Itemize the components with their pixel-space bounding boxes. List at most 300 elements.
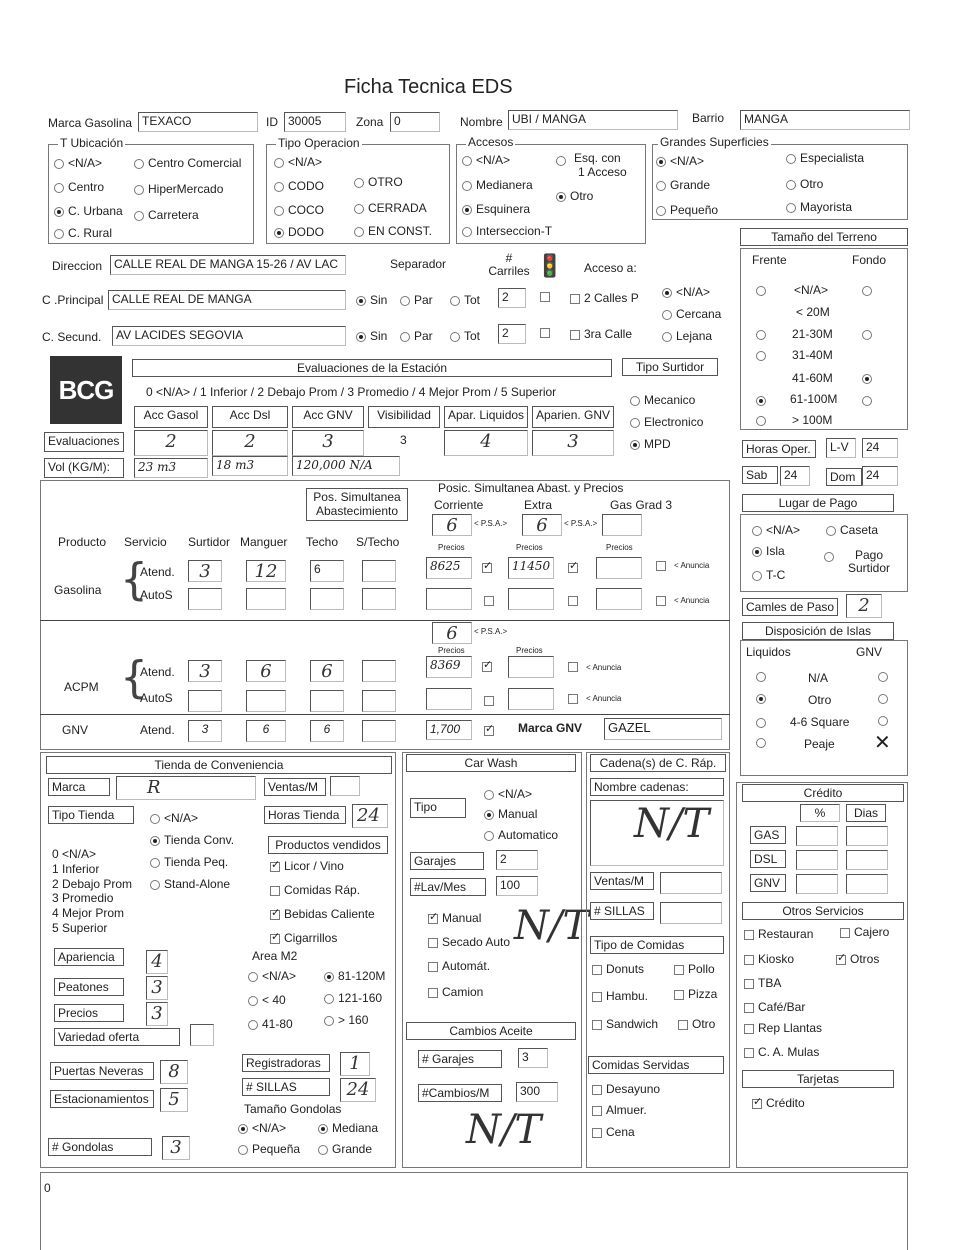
pago-surtidor-radio[interactable] xyxy=(824,550,838,563)
vol-dsl[interactable]: 18 m3 xyxy=(212,456,288,476)
cp-tot-radio[interactable]: Tot xyxy=(450,294,480,307)
pos-grad-field[interactable] xyxy=(602,514,642,536)
acc-interseccion-radio[interactable]: Interseccion-T xyxy=(462,225,552,238)
comidas-servidas-label: Comidas Servidas xyxy=(588,1056,724,1074)
acpm-autos-precio-2[interactable] xyxy=(508,688,554,710)
id-label: ID xyxy=(266,115,278,129)
credito-gnv-pct[interactable] xyxy=(796,874,838,894)
cadena-title: Cadena(s) de C. Ráp. xyxy=(590,754,726,772)
acc-na-radio[interactable]: <N/A> xyxy=(462,154,510,167)
gs-mayorista-radio[interactable]: Mayorista xyxy=(786,201,852,214)
islas-gnv-radio-0[interactable] xyxy=(878,670,892,683)
cs-tot-radio[interactable]: Tot xyxy=(450,330,480,343)
carwash-garajes-field[interactable]: 2 xyxy=(496,850,538,870)
prod-licor-check[interactable]: ✓Licor / Vino xyxy=(270,860,344,873)
gas-check-2[interactable] xyxy=(568,561,582,574)
op-coco-radio[interactable]: COCO xyxy=(274,204,324,217)
horas-tienda-field[interactable]: 24 xyxy=(352,804,388,828)
notes-area[interactable] xyxy=(40,1172,908,1250)
acpm-psa: < P.S.A.> xyxy=(474,627,508,636)
cp-par-radio[interactable]: Par xyxy=(400,294,433,307)
cs-check[interactable] xyxy=(540,326,554,339)
sab-value[interactable]: 24 xyxy=(780,466,810,486)
comida-hambu-check[interactable]: Hambu. xyxy=(592,990,648,1003)
eval-aparien-gnv[interactable]: 3 xyxy=(532,430,614,456)
camiles-value[interactable]: 2 xyxy=(846,594,882,618)
terr-opt-3: 31-40M xyxy=(792,348,833,362)
area-80-radio[interactable]: 41-80 xyxy=(248,1018,293,1031)
frente-radio-2[interactable] xyxy=(756,328,770,341)
gas-autos-precio-1[interactable] xyxy=(426,588,472,610)
comida-sandwich-check[interactable]: Sandwich xyxy=(592,1018,658,1031)
gs-especialista-radio[interactable]: Especialista xyxy=(786,152,864,165)
gas-autos-anuncia-check[interactable] xyxy=(656,594,670,607)
gas-autos-precio-3[interactable] xyxy=(596,588,642,610)
area-na-radio[interactable]: <N/A> xyxy=(248,970,296,983)
otros-llantas-check[interactable]: Rep Llantas xyxy=(744,1022,822,1035)
frente-radio-3[interactable] xyxy=(756,349,770,362)
cadena-ventas-label: Ventas/M xyxy=(590,872,654,890)
tienda-ventas-field[interactable] xyxy=(330,776,360,796)
extra-label: Extra xyxy=(524,498,553,512)
tienda-scale-1: 1 Inferior xyxy=(52,862,100,876)
otros-mulas-check[interactable]: C. A. Mulas xyxy=(744,1046,819,1059)
frente-radio-6[interactable] xyxy=(756,414,770,427)
acpm-atend-label: Atend. xyxy=(140,665,175,679)
cw-serv-manual[interactable]: ✓Manual xyxy=(428,912,481,925)
acpm-atend-stecho[interactable] xyxy=(362,660,396,682)
col-acc-dsl: Acc Dsl xyxy=(212,406,288,428)
tam-gond-label: Tamaño Gondolas xyxy=(244,1102,342,1116)
fondo-radio-2[interactable] xyxy=(862,328,876,341)
cambios-label: #Cambios/M xyxy=(418,1084,502,1102)
gnv-manguer[interactable]: 6 xyxy=(246,720,286,742)
gnv-precio[interactable]: 1,700 xyxy=(426,720,472,740)
prod-comidas-check[interactable]: Comidas Ráp. xyxy=(270,884,360,897)
islas-opt-3: Peaje xyxy=(804,737,835,751)
islas-liq-radio-1[interactable] xyxy=(756,692,770,705)
pago-na-radio[interactable]: <N/A> xyxy=(752,524,800,537)
tienda-scale-5: 5 Superior xyxy=(52,921,108,935)
ubic-carretera-radio[interactable]: Carretera xyxy=(134,209,199,222)
acpm-precios-1: Precios xyxy=(438,646,465,655)
gas-autos-techo[interactable] xyxy=(310,588,344,610)
cw-serv-camion[interactable]: Camion xyxy=(428,986,483,999)
acpm-autos-manguer[interactable] xyxy=(246,690,286,712)
brace-acpm: { xyxy=(120,652,148,703)
marca-gnv-field[interactable]: GAZEL xyxy=(604,718,722,740)
carwash-garajes-label: Garajes xyxy=(410,852,484,870)
sab-label: Sab xyxy=(742,466,778,484)
serv-desayuno-check[interactable]: Desayuno xyxy=(592,1083,660,1096)
barrio-field[interactable]: MANGA xyxy=(740,110,910,130)
aceite-garajes-label: # Garajes xyxy=(418,1050,502,1068)
area-120-radio[interactable]: 81-120M xyxy=(324,970,385,983)
acpm-precio-2[interactable] xyxy=(508,656,554,678)
dom-label: Dom xyxy=(826,468,862,486)
gs-otro-radio[interactable]: Otro xyxy=(786,178,823,191)
op-dodo-radio[interactable]: DODO xyxy=(274,226,324,239)
acceso-cercana-radio[interactable]: Cercana xyxy=(662,308,721,321)
camiles-label: Camles de Paso xyxy=(742,598,838,616)
acpm-label: ACPM xyxy=(64,680,99,694)
traffic-light-icon: 🚦 xyxy=(536,253,564,278)
acpm-autos-label: AutoS xyxy=(140,691,173,705)
tam-na-radio[interactable]: <N/A> xyxy=(238,1122,286,1135)
zona-field[interactable]: 0 xyxy=(390,112,440,132)
vol-gasol[interactable]: 23 m3 xyxy=(134,458,208,478)
gas-autos-check-1[interactable] xyxy=(484,594,498,607)
tienda-marca-label: Marca xyxy=(48,778,110,796)
cp-check[interactable] xyxy=(540,290,554,303)
ubic-cc-radio[interactable]: Centro Comercial xyxy=(134,157,241,170)
registradoras-field[interactable]: 1 xyxy=(340,1052,370,1076)
gs-pequeno-radio[interactable]: Pequeño xyxy=(656,204,718,217)
gas-atend-stecho[interactable] xyxy=(362,560,396,582)
acc-esquinera-radio[interactable]: Esquinera xyxy=(462,203,530,216)
bcg-logo: BCG xyxy=(50,356,122,424)
fondo-radio-5[interactable] xyxy=(862,394,876,407)
cw-manual-radio[interactable]: Manual xyxy=(484,808,537,821)
precios-label-1: Precios xyxy=(438,543,465,552)
aceite-title: Cambios Aceite xyxy=(406,1022,576,1040)
comida-otro-check[interactable]: Otro xyxy=(678,1018,715,1031)
cw-serv-secado[interactable]: Secado Auto xyxy=(428,936,510,949)
prod-bebidas-check[interactable]: ✓Bebidas Caliente xyxy=(270,908,375,921)
gs-na-radio[interactable]: <N/A> xyxy=(656,155,704,168)
islas-title: Disposición de Islas xyxy=(742,622,894,640)
tienda-title: Tienda de Conveniencia xyxy=(46,756,392,774)
gas-autos-manguer[interactable] xyxy=(246,588,286,610)
pago-isla-radio[interactable]: Isla xyxy=(752,545,785,558)
frente-radio-5[interactable] xyxy=(756,394,770,407)
puertas-label: Puertas Neveras xyxy=(50,1062,154,1080)
credito-gas-pct[interactable] xyxy=(796,826,838,846)
direccion-label: Direccion xyxy=(52,259,103,273)
acc-otro-radio[interactable]: Otro xyxy=(556,190,593,203)
gs-grande-radio[interactable]: Grande xyxy=(656,179,710,192)
ubic-urbana-radio[interactable]: C. Urbana xyxy=(54,205,123,218)
otros-kiosko-check[interactable]: Kiosko xyxy=(744,953,794,966)
gas-precio-grad[interactable] xyxy=(596,557,642,579)
gas-precio-extra[interactable]: 11450 xyxy=(508,557,554,579)
gnv-surtidor[interactable]: 3 xyxy=(188,720,222,742)
credito-dsl-pct[interactable] xyxy=(796,850,838,870)
acpm-autos-surtidor[interactable] xyxy=(188,690,222,712)
gas-autos-surtidor[interactable] xyxy=(188,588,222,610)
col-techo: Techo xyxy=(306,535,339,549)
eval-apar-liquidos[interactable]: 4 xyxy=(444,430,528,456)
acpm-autos-stecho[interactable] xyxy=(362,690,396,712)
acpm-atend-surtidor[interactable]: 3 xyxy=(188,660,222,682)
serv-cena-check[interactable]: Cena xyxy=(592,1126,635,1139)
otros-restauran-check[interactable]: Restauran xyxy=(744,928,813,941)
tam-mediana-radio[interactable]: Mediana xyxy=(318,1122,378,1135)
producto-divider xyxy=(40,620,730,621)
tienda-precios-label: Precios xyxy=(54,1004,124,1022)
islas-opt-2: 4-6 Square xyxy=(790,715,850,729)
accesos-title: Accesos xyxy=(468,135,514,149)
gnv-techo[interactable]: 6 xyxy=(310,720,344,742)
islas-gnv-radio-2[interactable] xyxy=(878,714,892,727)
otros-otros-check[interactable]: ✓ Otros xyxy=(836,953,879,966)
otros-cafe-check[interactable]: Café/Bar xyxy=(744,1001,805,1014)
pos-corriente-field[interactable]: 6 xyxy=(432,514,472,536)
cambios-field[interactable]: 300 xyxy=(516,1082,558,1102)
registradoras-label: Registradoras xyxy=(242,1054,330,1072)
terr-opt-6: > 100M xyxy=(792,413,833,427)
carwash-tipo-label: Tipo xyxy=(410,798,466,818)
eval-acc-gnv[interactable]: 3 xyxy=(292,430,364,456)
cw-serv-automat[interactable]: Automát. xyxy=(428,960,490,973)
evaluaciones-row-label: Evaluaciones xyxy=(44,432,124,452)
col-producto: Producto xyxy=(58,535,107,549)
pago-caseta-radio[interactable]: Caseta xyxy=(826,524,878,537)
marca-gnv-label: Marca GNV xyxy=(518,721,583,735)
tam-pequena-radio[interactable]: Pequeña xyxy=(238,1143,300,1156)
variedad-label: Variedad oferta xyxy=(54,1028,180,1046)
estac-field[interactable]: 5 xyxy=(160,1088,188,1112)
posic-label: Posic. Simultanea Abast. y Precios xyxy=(438,481,624,495)
cadena-sillas-label: # SILLAS xyxy=(590,902,654,920)
ubic-centro-radio[interactable]: Centro xyxy=(54,181,104,194)
col-acc-gnv: Acc GNV xyxy=(292,406,364,428)
pago-surtidor-label: Pago Surtidor xyxy=(847,548,891,576)
fondo-radio-4[interactable] xyxy=(862,372,876,385)
tipo-comidas-label: Tipo de Comidas xyxy=(590,936,724,954)
variedad-field[interactable] xyxy=(190,1024,214,1046)
surtidor-mpd-radio[interactable]: MPD xyxy=(630,438,671,451)
lv-field[interactable]: L-V xyxy=(826,438,856,458)
tipo-conv-radio[interactable]: Tienda Conv. xyxy=(150,834,234,847)
acc-esq-radio[interactable] xyxy=(556,154,570,167)
csecund-label: C. Secund. xyxy=(42,330,102,344)
horas-tienda-label: Horas Tienda xyxy=(264,806,346,824)
tienda-scale-0: 0 <N/A> xyxy=(52,847,97,861)
col-servicio: Servicio xyxy=(124,535,167,549)
pos-extra-field[interactable]: 6 xyxy=(522,514,562,536)
gas-check-1[interactable] xyxy=(482,561,496,574)
area-gt160-radio[interactable]: > 160 xyxy=(324,1014,368,1027)
brace-gasolina: { xyxy=(120,554,148,605)
gnv-check[interactable] xyxy=(484,724,498,737)
islas-liq-radio-3[interactable] xyxy=(756,736,770,749)
acpm-pos-field[interactable]: 6 xyxy=(432,622,472,644)
islas-gnv-label: GNV xyxy=(856,645,883,659)
corriente-label: Corriente xyxy=(434,498,484,512)
gas-autos-precio-2[interactable] xyxy=(508,588,554,610)
csecund-field[interactable]: AV LACIDES SEGOVIA xyxy=(112,326,346,346)
otros-cajero-check[interactable]: Cajero xyxy=(840,926,889,939)
cs-carriles-field[interactable]: 2 xyxy=(498,324,526,344)
id-field[interactable]: 30005 xyxy=(284,112,346,132)
tienda-scale-3: 3 Promedio xyxy=(52,891,114,905)
eval-acc-gasol[interactable]: 2 xyxy=(134,430,208,456)
acceso-na-radio[interactable]: <N/A> xyxy=(662,286,710,299)
op-na-radio[interactable]: <N/A> xyxy=(274,156,322,169)
tarjetas-title: Tarjetas xyxy=(742,1070,894,1088)
acpm-atend-manguer[interactable]: 6 xyxy=(246,660,286,682)
acpm-check-1[interactable] xyxy=(482,660,496,673)
surtidor-mecanico-radio[interactable]: Mecanico xyxy=(630,394,695,407)
barrio-label: Barrio xyxy=(692,111,725,125)
comida-pizza-check[interactable]: Pizza xyxy=(674,988,717,1001)
cp-carriles-field[interactable]: 2 xyxy=(498,288,526,308)
op-otro-radio[interactable]: OTRO xyxy=(354,176,403,189)
gas-autos-label: AutoS xyxy=(140,588,173,602)
terr-opt-1: < 20M xyxy=(796,305,830,319)
aceite-garajes-field[interactable]: 3 xyxy=(518,1048,548,1068)
nombre-label: Nombre xyxy=(460,115,503,129)
credito-dsl: DSL xyxy=(750,850,786,868)
tipo-peq-radio[interactable]: Tienda Peq. xyxy=(150,856,228,869)
acpm-autos-techo[interactable] xyxy=(310,690,344,712)
ubic-rural-radio[interactable]: C. Rural xyxy=(54,227,112,240)
lv-value[interactable]: 24 xyxy=(862,438,898,458)
col-apar-liquidos: Apar. Liquidos xyxy=(444,406,528,428)
frente-radio-0[interactable] xyxy=(756,284,770,297)
lav-label: #Lav/Mes xyxy=(410,878,486,896)
credito-pct-label: % xyxy=(800,804,840,822)
tam-grande-radio[interactable]: Grande xyxy=(318,1143,372,1156)
productos-label: Productos vendidos xyxy=(268,836,388,854)
pago-title: Lugar de Pago xyxy=(742,494,894,512)
op-cerrada-radio[interactable]: CERRADA xyxy=(354,202,427,215)
ubic-hiper-radio[interactable]: HiperMercado xyxy=(134,183,223,196)
cs-calles-check[interactable]: 3ra Calle xyxy=(570,328,632,341)
direccion-field[interactable]: CALLE REAL DE MANGA 15-26 / AV LAC xyxy=(110,255,346,275)
acpm-autos-anuncia-check[interactable] xyxy=(568,692,582,705)
marca-label: Marca Gasolina xyxy=(48,116,133,130)
credito-dsl-dias[interactable] xyxy=(846,850,888,870)
cs-par-radio[interactable]: Par xyxy=(400,330,433,343)
evaluaciones-scale: 0 <N/A> / 1 Inferior / 2 Debajo Prom / 3 Promedio / 4 Mejor Prom / 5 Superior xyxy=(146,385,557,399)
tipo-stand-radio[interactable]: Stand-Alone xyxy=(150,878,230,891)
terreno-title: Tamaño del Terreno xyxy=(740,228,908,246)
carriles-label: # Carriles xyxy=(488,251,530,279)
acpm-autos-anuncia-label: < Anuncia xyxy=(586,694,622,703)
cw-auto-radio[interactable]: Automatico xyxy=(484,829,558,842)
tienda-precios-field[interactable]: 3 xyxy=(146,1002,168,1026)
area-160-radio[interactable]: 121-160 xyxy=(324,992,382,1005)
cw-na-radio[interactable]: <N/A> xyxy=(484,788,532,801)
prod-cigarrillos-check[interactable]: ✓Cigarrillos xyxy=(270,932,337,945)
islas-liq-radio-2[interactable] xyxy=(756,716,770,729)
col-aparien-gnv: Aparien. GNV xyxy=(532,406,614,428)
eval-visibilidad: 3 xyxy=(400,433,407,447)
tipo-na-radio[interactable]: <N/A> xyxy=(150,812,198,825)
comida-donuts-check[interactable]: Donuts xyxy=(592,963,644,976)
pago-tc-radio[interactable]: T-C xyxy=(752,569,785,582)
acpm-precio[interactable]: 8369 xyxy=(426,656,472,678)
gas-autos-check-2[interactable] xyxy=(568,594,582,607)
dom-value[interactable]: 24 xyxy=(862,466,898,486)
marca-field[interactable]: TEXACO xyxy=(138,112,258,132)
islas-liquidos-label: Liquidos xyxy=(746,645,791,659)
peatones-field[interactable]: 3 xyxy=(146,976,168,1000)
cs-sin-radio[interactable]: Sin xyxy=(356,330,387,343)
fondo-radio-0[interactable] xyxy=(862,284,876,297)
cp-sin-radio[interactable]: Sin xyxy=(356,294,387,307)
col-manguer: Manguer xyxy=(240,535,288,549)
acpm-anuncia-check[interactable] xyxy=(568,660,582,673)
comida-pollo-check[interactable]: Pollo xyxy=(674,963,715,976)
gas-autos-stecho[interactable] xyxy=(362,588,396,610)
otros-tba-check[interactable]: TBA xyxy=(744,977,781,990)
gas-precio-corriente[interactable]: 8625 xyxy=(426,557,472,579)
eval-acc-dsl[interactable]: 2 xyxy=(212,430,288,456)
apariencia-field[interactable]: 4 xyxy=(146,950,168,974)
acpm-autos-check-1[interactable] xyxy=(484,694,498,707)
otros-title: Otros Servicios xyxy=(742,902,904,920)
gas-atend-manguer[interactable]: 12 xyxy=(246,560,286,582)
cadena-ventas-field[interactable] xyxy=(660,872,722,894)
credito-gas: GAS xyxy=(750,826,786,844)
cadena-sillas-field[interactable] xyxy=(660,902,722,924)
terr-opt-0: <N/A> xyxy=(794,283,829,297)
op-codo-radio[interactable]: CODO xyxy=(274,180,324,193)
gas-atend-techo[interactable]: 6 xyxy=(310,560,344,582)
col-acc-gasol: Acc Gasol xyxy=(134,406,208,428)
gas-atend-surtidor[interactable]: 3 xyxy=(188,560,222,582)
gnv-stecho[interactable] xyxy=(362,720,396,742)
acc-medianera-radio[interactable]: Medianera xyxy=(462,179,533,192)
credito-title: Crédito xyxy=(742,784,904,802)
grandes-title: Grandes Superficies xyxy=(660,135,769,149)
tarjetas-credito-check[interactable]: ✓Crédito xyxy=(752,1097,805,1110)
ubic-na-radio[interactable]: <N/A> xyxy=(54,157,102,170)
gondolas-field[interactable]: 3 xyxy=(162,1136,190,1160)
area-40-radio[interactable]: < 40 xyxy=(248,994,286,1007)
gnv-atend-label: Atend. xyxy=(140,723,175,737)
vol-label: Vol (KG/M): xyxy=(44,458,124,478)
credito-gnv-dias[interactable] xyxy=(846,874,888,894)
tienda-marca-field[interactable]: R xyxy=(116,776,256,800)
nombre-field[interactable]: UBI / MANGA xyxy=(508,110,678,130)
precios-label-2: Precios xyxy=(516,543,543,552)
gondolas-label: # Gondolas xyxy=(48,1138,152,1156)
islas-liq-radio-0[interactable] xyxy=(756,670,770,683)
tienda-sillas-field[interactable]: 24 xyxy=(340,1078,376,1102)
puertas-field[interactable]: 8 xyxy=(160,1060,188,1084)
lav-field[interactable]: 100 xyxy=(496,876,538,896)
area-label: Area M2 xyxy=(252,949,298,963)
cp-calles-check[interactable]: 2 Calles P xyxy=(570,292,639,305)
cprincipal-field[interactable]: CALLE REAL DE MANGA xyxy=(108,290,346,310)
zona-label: Zona xyxy=(356,115,384,129)
gas-anuncia-check[interactable] xyxy=(656,559,670,572)
acpm-precios-2: Precios xyxy=(516,646,543,655)
credito-gas-dias[interactable] xyxy=(846,826,888,846)
tienda-scale-4: 4 Mejor Prom xyxy=(52,906,125,920)
acpm-autos-precio-1[interactable] xyxy=(426,688,472,710)
credito-dias-label: Dias xyxy=(846,804,886,822)
surtidor-electronico-radio[interactable]: Electronico xyxy=(630,416,703,429)
precios-label-3: Precios xyxy=(606,543,633,552)
psa-2: < P.S.A.> xyxy=(564,519,598,528)
islas-section xyxy=(740,640,908,776)
estac-label: Estacionamientos xyxy=(50,1090,154,1108)
acpm-atend-techo[interactable]: 6 xyxy=(310,660,344,682)
page-title: Ficha Tecnica EDS xyxy=(344,76,513,98)
serv-almuer-check[interactable]: Almuer. xyxy=(592,1104,647,1117)
op-const-radio[interactable]: EN CONST. xyxy=(354,225,432,238)
vol-gnv[interactable]: 120,000 N/A xyxy=(292,456,400,476)
acceso-lejana-radio[interactable]: Lejana xyxy=(662,330,712,343)
psa-1: < P.S.A.> xyxy=(474,519,508,528)
ubicacion-title: T Ubicación xyxy=(60,136,124,150)
islas-gnv-radio-1[interactable] xyxy=(878,692,892,705)
